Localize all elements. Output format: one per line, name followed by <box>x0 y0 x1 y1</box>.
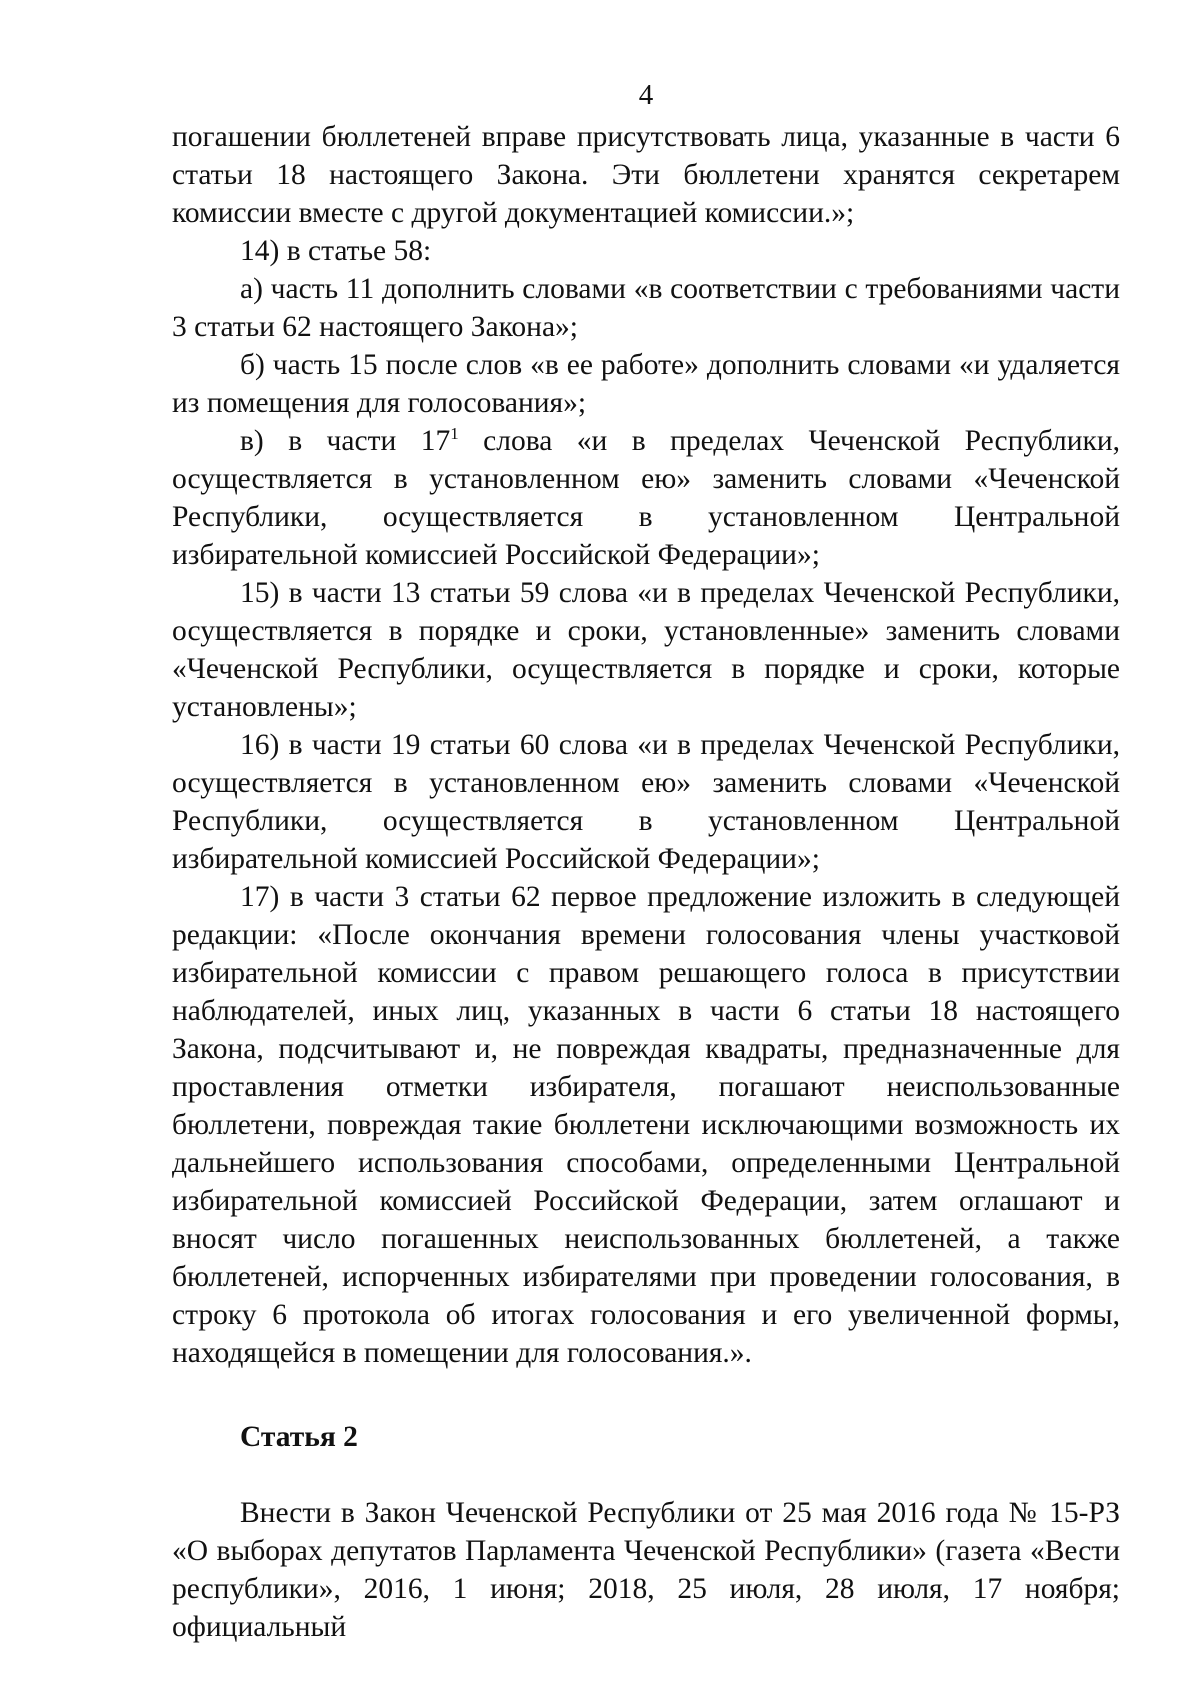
item-14b-paragraph: б) часть 15 после слов «в ее работе» дополнить словами «и удаляется из помещения для голосования»; <box>172 349 1120 419</box>
document-body <box>172 118 1120 1646</box>
item-14v-text-before: в) в части 17 <box>240 425 451 457</box>
item-14v-text-after: слова «и в пределах Чеченской Республики, осуществляется в установленном ею» заменить словами «Чеченской Республики, осуществляется в установленном Центральной избирательной комиссией Российской Федерации»; <box>172 425 1120 571</box>
item-17-paragraph: 17) в части 3 статьи 62 первое предложение изложить в следующей редакции: «После окончания времени голосования члены участковой избирательной комиссии с правом решающего голоса в присутствии наблюдателей, иных лиц, указанных в части 6 статьи 18 настоящего Закона, подсчитывают и, не повреждая квадраты, предназначенные для проставления отметки избирателя, погашают неиспользованные бюллетени, повреждая такие бюллетени исключающими возможность их дальнейшего использования способами, определенными Центральной избирательной комиссией Российской Федерации, затем оглашают и вносят число погашенных неиспользованных бюллетеней, а также бюллетеней, испорченных избирателями при проведении голосования, в строку 6 протокола об итогах голосования и его увеличенной формы, находящейся в помещении для голосования.». <box>172 881 1120 1369</box>
continuation-paragraph: погашении бюллетеней вправе присутствовать лица, указанные в части 6 статьи 18 настоящего Закона. Эти бюллетени хранятся секретарем комиссии вместе с другой документацией комиссии.»; <box>172 121 1120 229</box>
article-2-paragraph: Внести в Закон Чеченской Республики от 25 мая 2016 года № 15-РЗ «О выборах депутатов Парламента Чеченской Республики» (газета «Вести республики», 2016, 1 июня; 2018, 25 июля, 28 июля, 17 ноября; официальный <box>172 1497 1120 1643</box>
item-14v-superscript: 1 <box>450 424 459 444</box>
item-14a-paragraph: а) часть 11 дополнить словами «в соответствии с требованиями части 3 статьи 62 настоящего Закона»; <box>172 273 1120 343</box>
page-number: 4 <box>638 79 654 111</box>
article-heading: Статья 2 <box>240 1421 358 1453</box>
item-15-paragraph: 15) в части 13 статьи 59 слова «и в пределах Чеченской Республики, осуществляется в порядке и сроки, установленные» заменить словами «Чеченской Республики, осуществляется в порядке и сроки, которые установлены»; <box>172 577 1120 723</box>
item-14v-paragraph <box>172 422 1120 574</box>
item-14-paragraph: 14) в статье 58: <box>240 235 432 267</box>
item-16-paragraph: 16) в части 19 статьи 60 слова «и в пределах Чеченской Республики, осуществляется в установленном ею» заменить словами «Чеченской Республики, осуществляется в установленном Центральной избирательной комиссией Российской Федерации»; <box>172 729 1120 875</box>
